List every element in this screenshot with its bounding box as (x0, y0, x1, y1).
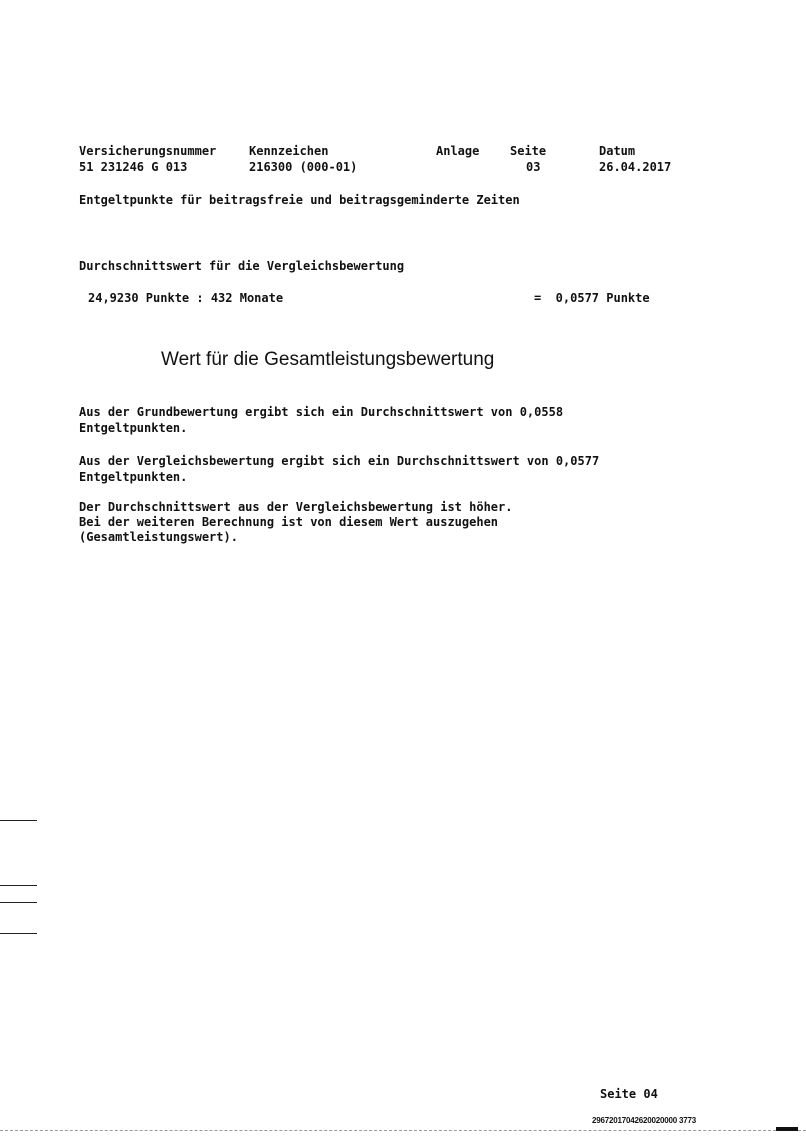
footer-page: Seite 04 (600, 1087, 658, 1101)
barcode-number: 29672017042620020000 3773 (592, 1116, 697, 1125)
vergleich-result: = 0,0577 Punkte (534, 291, 650, 305)
bottom-edge-rule (0, 1130, 806, 1132)
fold-mark (0, 902, 37, 903)
paragraph-3-line-2: Bei der weiteren Berechnung ist von diesem Wert auszugehen (79, 515, 499, 529)
section-title: Entgeltpunkte für beitragsfreie und beitragsgeminderte Zeiten (79, 193, 520, 207)
paragraph-3-line-3: (Gesamtleistungswert). (79, 530, 238, 544)
paragraph-3-line-1: Der Durchschnittswert aus der Vergleichsbewertung ist höher. (79, 500, 513, 514)
paragraph-1-line-1: Aus der Grundbewertung ergibt sich ein Durchschnittswert von 0,0558 (79, 405, 564, 419)
label-anlage: Anlage (436, 144, 480, 158)
vergleich-calculation: 24,9230 Punkte : 432 Monate (88, 291, 284, 305)
paragraph-2-line-2: Entgeltpunkten. (79, 470, 188, 484)
label-versicherungsnummer: Versicherungsnummer (79, 144, 217, 158)
fold-mark (0, 885, 37, 886)
paragraph-1-line-2: Entgeltpunkten. (79, 421, 188, 435)
label-kennzeichen: Kennzeichen (249, 144, 329, 158)
paragraph-2-line-1: Aus der Vergleichsbewertung ergibt sich ein Durchschnittswert von 0,0577 (79, 454, 600, 468)
label-datum: Datum (599, 144, 636, 158)
bottom-edge-mark (776, 1127, 798, 1131)
value-kennzeichen: 216300 (000-01) (249, 160, 358, 174)
fold-mark (0, 933, 37, 934)
value-versicherungsnummer: 51 231246 G 013 (79, 160, 188, 174)
label-seite: Seite (510, 144, 547, 158)
vergleich-heading: Durchschnittswert für die Vergleichsbewertung (79, 259, 405, 273)
fold-mark (0, 820, 37, 821)
value-datum: 26.04.2017 (599, 160, 672, 174)
gesamt-heading: Wert für die Gesamtleistungsbewertung (161, 349, 495, 370)
value-seite: 03 (526, 160, 541, 174)
